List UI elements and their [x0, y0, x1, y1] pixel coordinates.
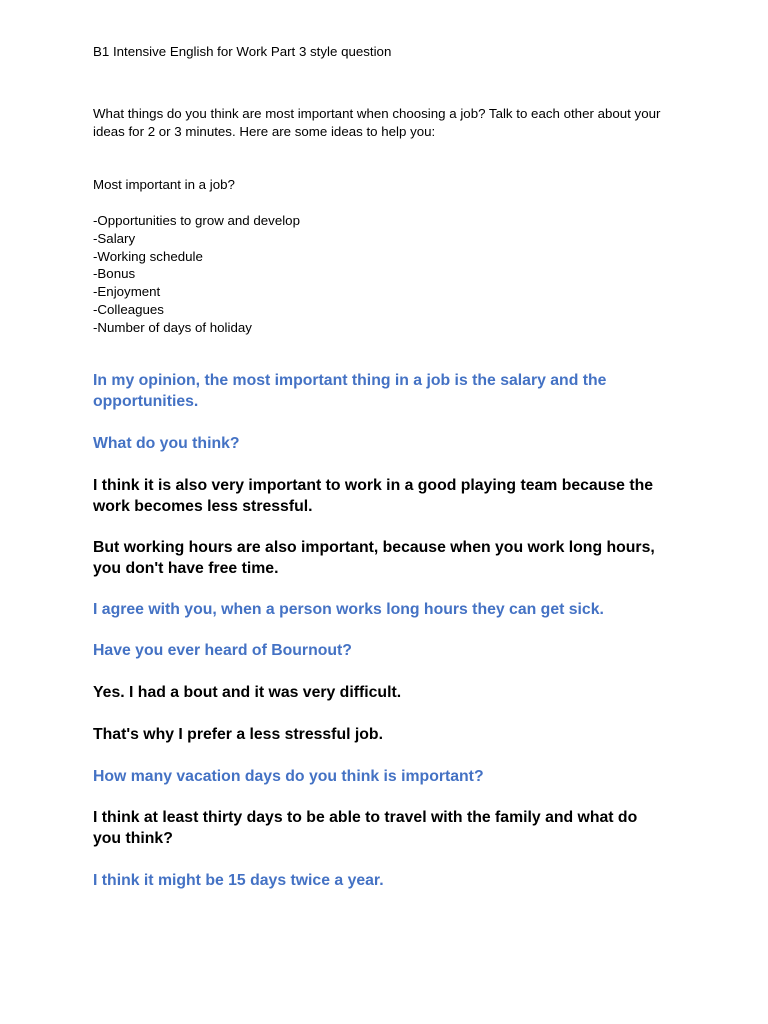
list-item: -Enjoyment [93, 284, 161, 300]
list-item: -Working schedule [93, 248, 203, 264]
dialogue-line: Have you ever heard of Bournout? [93, 642, 352, 659]
list-item: -Colleagues [93, 301, 164, 317]
dialogue-line: That's why I prefer a less stressful job. [93, 726, 383, 743]
dialogue-line: But working hours are also important, because when you work long hours, you don't have free time. [93, 539, 655, 577]
dialogue-line: I agree with you, when a person works long hours they can get sick. [93, 601, 604, 618]
list-item: -Number of days of holiday [93, 319, 252, 335]
dialogue-line: What do you think? [93, 435, 240, 452]
dialogue-line: How many vacation days do you think is important? [93, 768, 484, 785]
dialogue-line: Yes. I had a bout and it was very difficult. [93, 684, 402, 701]
dialogue-line: I think it is also very important to work in a good playing team because the work becomes less stressful. [93, 477, 654, 515]
list-item: -Salary [93, 230, 136, 246]
document-title: B1 Intensive English for Work Part 3 style question [93, 44, 392, 59]
ideas-list [93, 212, 300, 337]
dialogue-line: I think it might be 15 days twice a year. [93, 872, 384, 889]
list-heading: Most important in a job? [93, 177, 235, 192]
list-item: -Bonus [93, 266, 136, 282]
dialogue-line: In my opinion, the most important thing in a job is the salary and the opportunities. [93, 372, 607, 410]
task-instructions: What things do you think are most important when choosing a job? Talk to each other about your ideas for 2 or 3 minutes. Here are some ideas to help you: [93, 106, 661, 139]
dialogue-line: I think at least thirty days to be able to travel with the family and what do you think? [93, 809, 638, 847]
list-item: -Opportunities to grow and develop [93, 213, 300, 228]
